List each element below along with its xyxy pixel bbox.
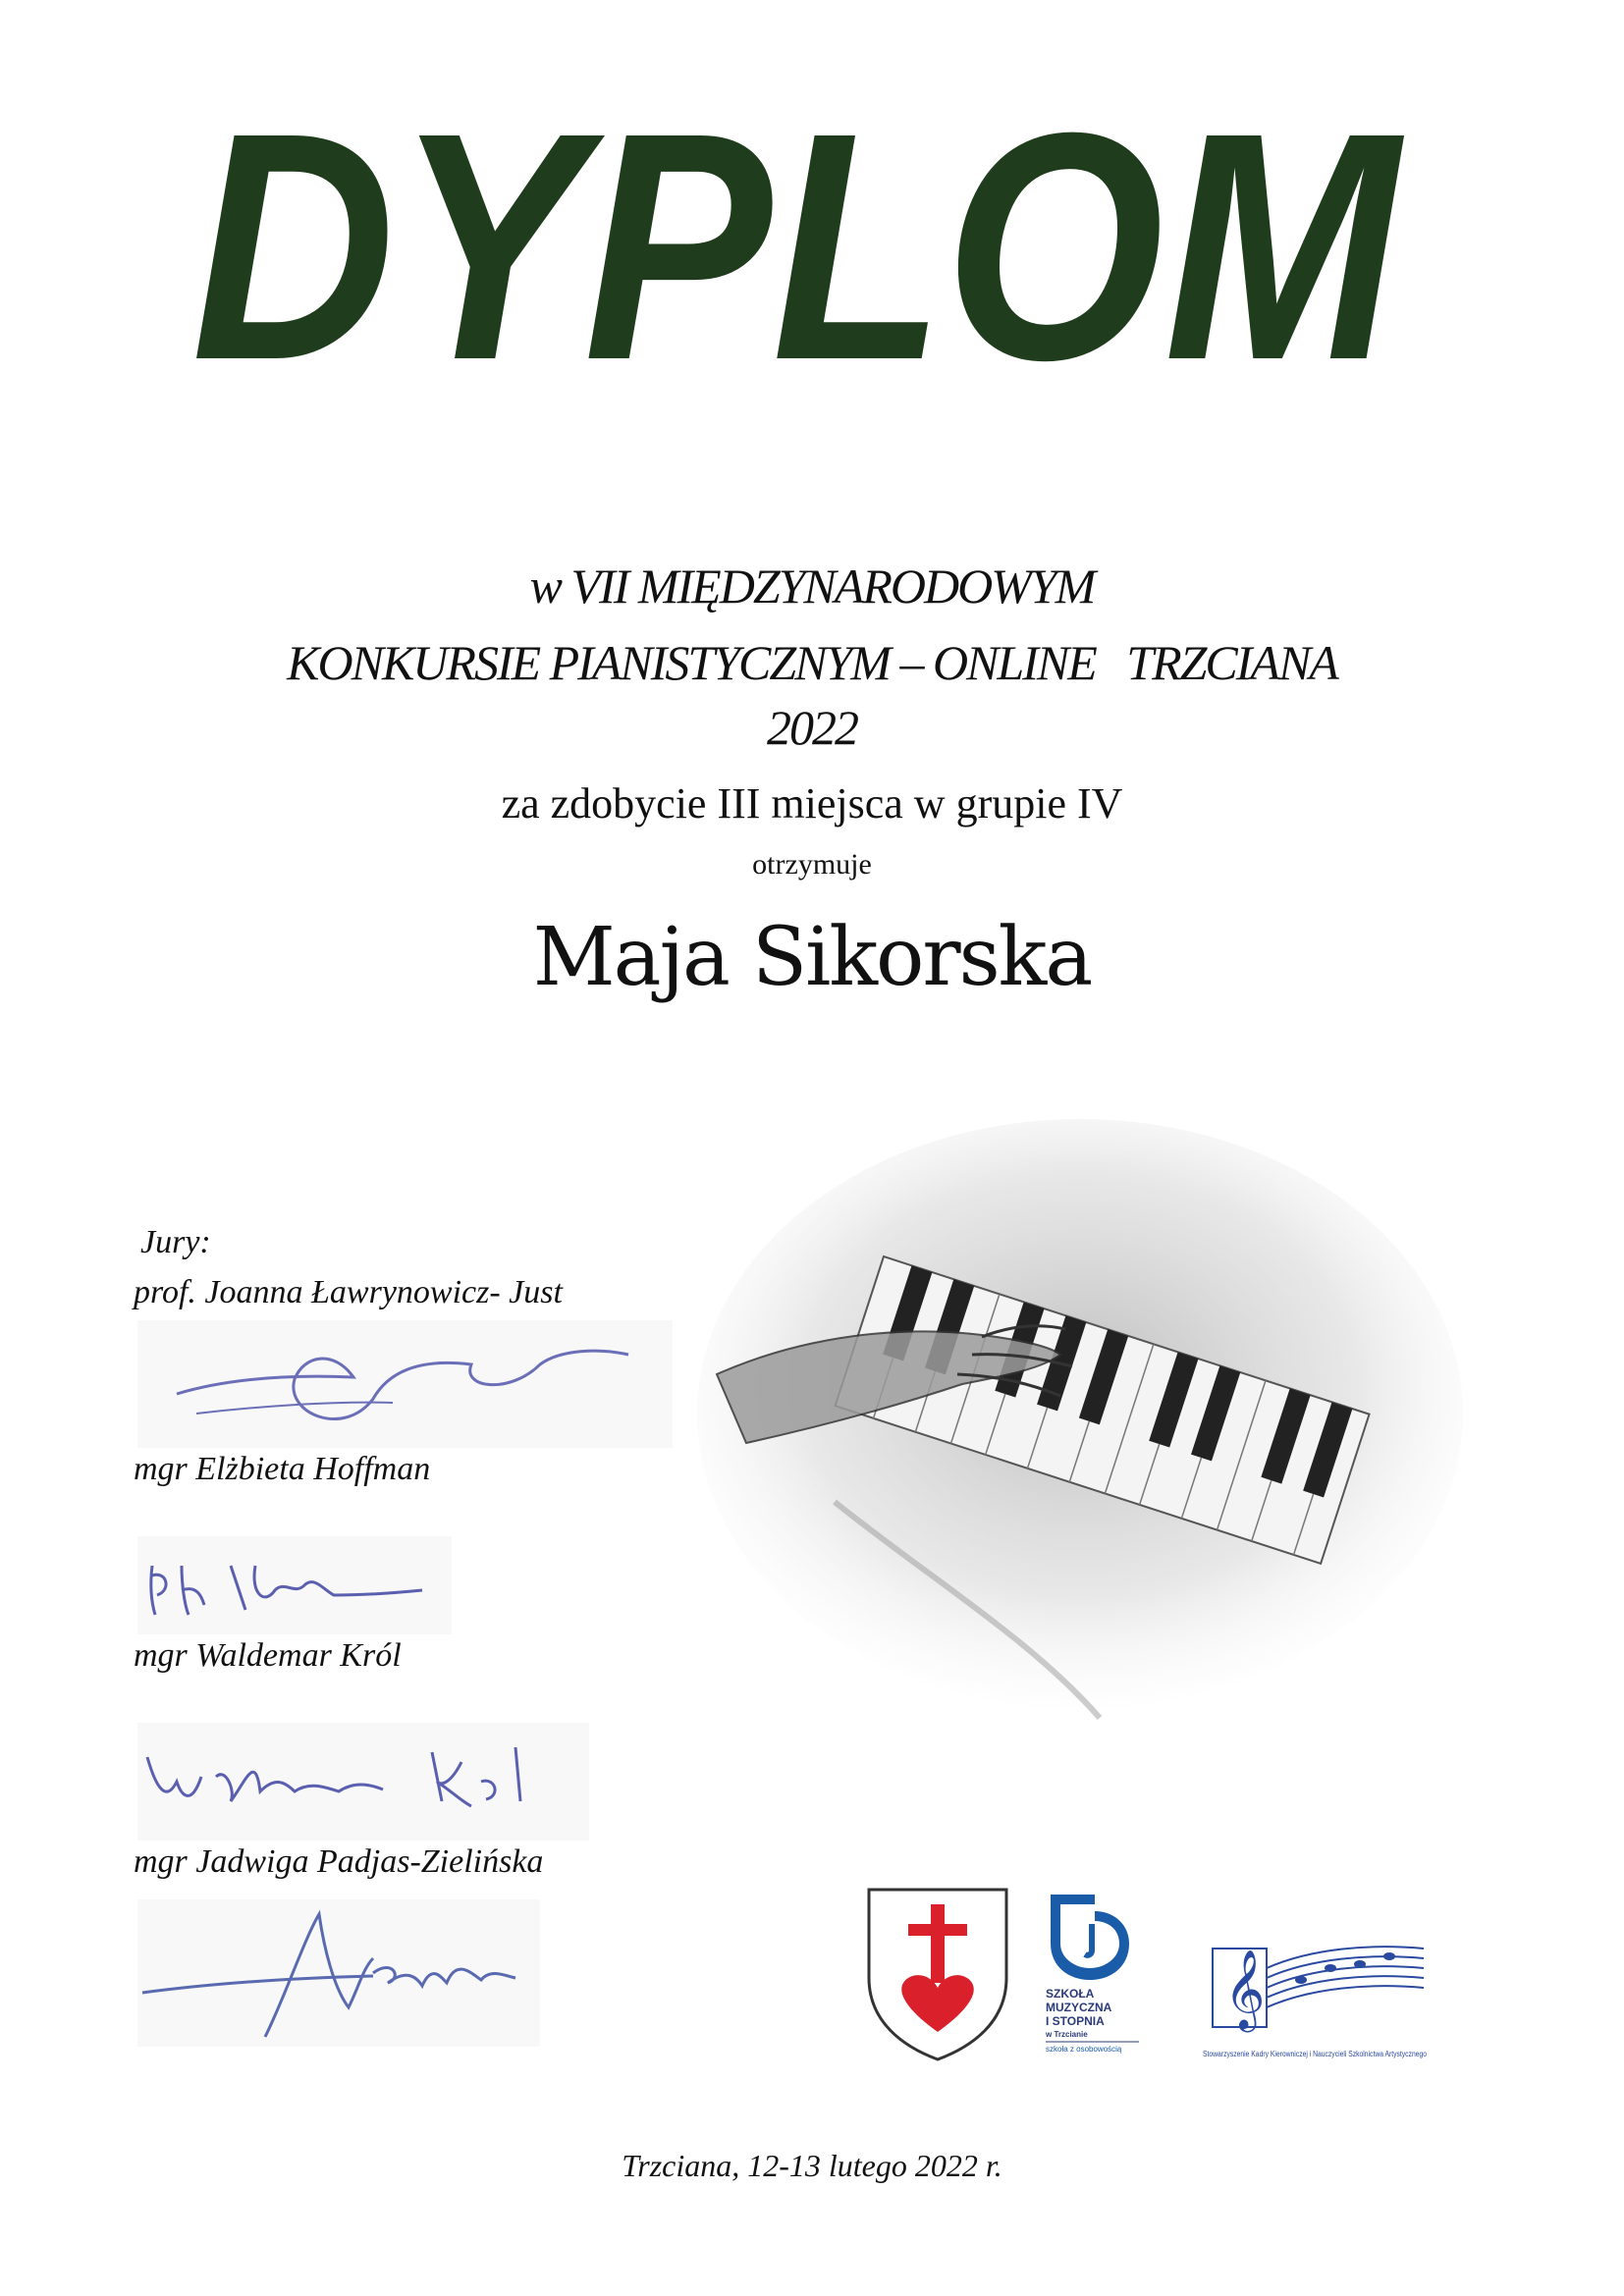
svg-text:𝄞: 𝄞 [1224, 1949, 1266, 2029]
title-text: DYPLOM [191, 65, 1407, 427]
jury-member-4: mgr Jadwiga Padjas-Zielińska [134, 1843, 544, 1880]
jury-member-1: prof. Joanna Ławrynowicz- Just [134, 1274, 563, 1310]
municipality-crest-logo [864, 1885, 1011, 2061]
piano-hand-illustration [687, 1090, 1463, 1757]
signature-3 [137, 1723, 589, 1841]
school-logo-line-1: SZKOŁA [1046, 1987, 1095, 2001]
jury-label: Jury: [140, 1224, 211, 1260]
place-date: Trzciana, 12-13 lutego 2022 r. [622, 2148, 1002, 2183]
diploma-title [157, 0, 1434, 442]
competition-line-1: w VII MIĘDZYNARODOWYM [529, 559, 1095, 614]
association-logo [1203, 1929, 1429, 2066]
school-logo-line-4: w Trzcianie [1046, 2030, 1088, 2039]
music-school-logo [1031, 1890, 1188, 2056]
jury-member-2: mgr Elżbieta Hoffman [134, 1451, 431, 1487]
school-logo-line-5: szkoła z osobowością [1046, 2045, 1122, 2054]
association-logo-caption: Stowarzyszenie Kadry Kierowniczej i Nauczycieli Szkolnictwa Artystycznego [1203, 2050, 1428, 2058]
signature-4 [137, 1899, 540, 2047]
school-logo-line-2: MUZYCZNA [1046, 2001, 1112, 2014]
signature-1 [137, 1320, 673, 1448]
jury-member-3: mgr Waldemar Król [134, 1637, 402, 1674]
competition-year: 2022 [767, 700, 857, 755]
receives-label: otrzymuje [752, 848, 872, 881]
winner-name: Maja Sikorska [532, 911, 1092, 1004]
competition-line-2: KONKURSIE PIANISTYCZNYM – ONLINE TRZCIANA [287, 635, 1337, 690]
signature-2 [137, 1536, 452, 1634]
award-text: za zdobycie III miejsca w grupie IV [501, 779, 1123, 828]
school-logo-line-3: I STOPNIA [1046, 2014, 1105, 2028]
